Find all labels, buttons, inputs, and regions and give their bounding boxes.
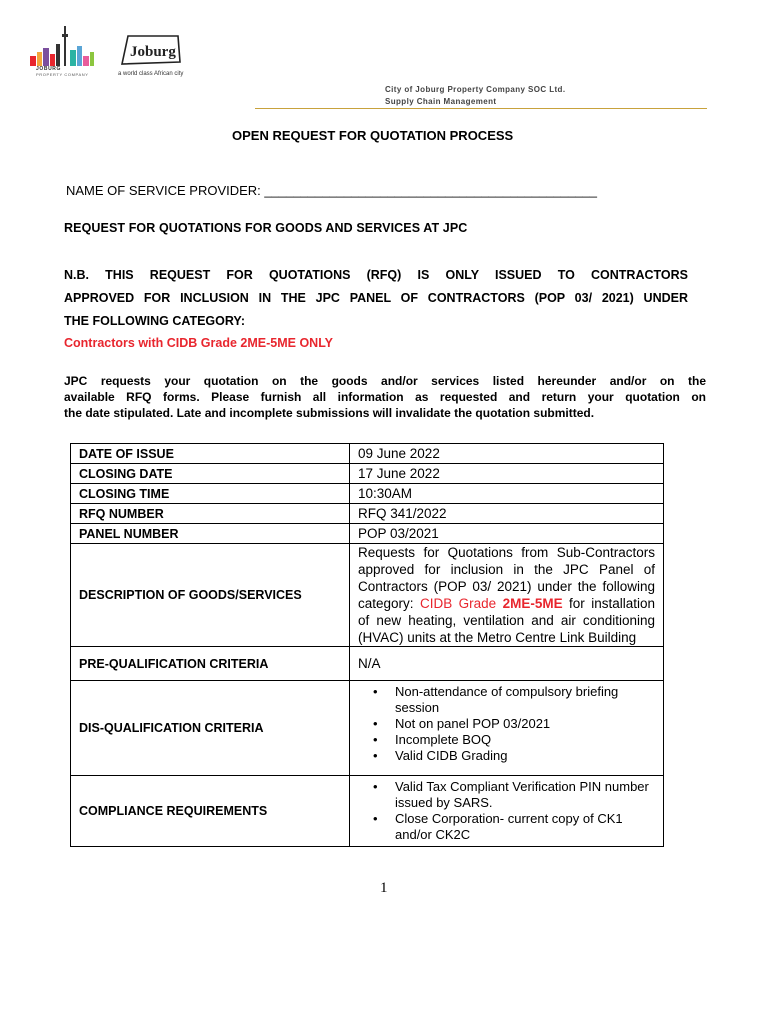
table-row bbox=[71, 681, 664, 776]
table-row bbox=[71, 484, 664, 504]
table-row bbox=[71, 647, 664, 681]
description-label: DESCRIPTION OF GOODS/SERVICES bbox=[71, 544, 350, 647]
compliance-label: COMPLIANCE REQUIREMENTS bbox=[71, 776, 350, 847]
list-item: • Valid CIDB Grading bbox=[395, 748, 663, 764]
nb-line-3: THE FOLLOWING CATEGORY: bbox=[64, 314, 245, 328]
list-item: • Valid Tax Compliant Verification PIN number issued by SARS. bbox=[395, 779, 663, 811]
nb-line-2: APPROVED FOR INCLUSION IN THE JPC PANEL OF CONTRACTORS (POP 03/ 2021) UNDER bbox=[64, 291, 688, 305]
nb-line-1: N.B. THIS REQUEST FOR QUOTATIONS (RFQ) IS ONLY ISSUED TO CONTRACTORS bbox=[64, 268, 688, 282]
jpc-logo-subtext: PROPERTY COMPANY bbox=[36, 72, 89, 77]
page-number: 1 bbox=[380, 880, 388, 896]
intro-line-2: available RFQ forms. Please furnish all information as requested and return your quotation on bbox=[64, 390, 706, 404]
tagline: a world class African city bbox=[118, 71, 184, 77]
description-text-1: Requests for Quotations from Sub-Contractors approved for inclusion in the JPC Panel of Contractors (POP 03/ 2021) under the following category: bbox=[358, 545, 655, 611]
table-row bbox=[71, 444, 664, 464]
page-title: OPEN REQUEST FOR QUOTATION PROCESS bbox=[232, 128, 514, 143]
table-row bbox=[71, 776, 664, 847]
compliance-list bbox=[350, 776, 663, 846]
table-row bbox=[71, 524, 664, 544]
closing-date-label: CLOSING DATE bbox=[71, 464, 350, 484]
date-of-issue-label: DATE OF ISSUE bbox=[71, 444, 350, 464]
disqual-label: DIS-QUALIFICATION CRITERIA bbox=[71, 681, 350, 776]
intro-paragraph bbox=[64, 373, 706, 421]
closing-time-value: 10:30AM bbox=[350, 484, 664, 504]
intro-line-1: JPC requests your quotation on the goods and/or services listed hereunder and/or on the bbox=[64, 374, 706, 388]
intro-line-3: the date stipulated. Late and incomplete submissions will invalidate the quotation submitted. bbox=[64, 406, 595, 420]
rfq-heading: REQUEST FOR QUOTATIONS FOR GOODS AND SERVICES AT JPC bbox=[64, 221, 468, 235]
list-item: • Close Corporation- current copy of CK1 and/or CK2C bbox=[395, 811, 663, 843]
description-cidb-label: CIDB Grade bbox=[419, 596, 503, 611]
description-value bbox=[350, 544, 664, 647]
list-item: • Non-attendance of compulsory briefing session bbox=[395, 684, 663, 716]
rfq-number-label: RFQ NUMBER bbox=[71, 504, 350, 524]
list-item: • Not on panel POP 03/2021 bbox=[395, 716, 663, 732]
panel-number-value: POP 03/2021 bbox=[350, 524, 664, 544]
description-text-2: for installation of new heating, ventilation and air conditioning (HVAC) units at the Metro Centre Link Building bbox=[358, 596, 656, 645]
nb-notice bbox=[64, 264, 688, 333]
service-provider-blank: ______________________________________________ bbox=[264, 183, 598, 198]
joburg-logo-icon bbox=[118, 34, 184, 66]
disqual-value bbox=[350, 681, 664, 776]
closing-date-value: 17 June 2022 bbox=[350, 464, 664, 484]
description-grade: 2ME-5ME bbox=[502, 596, 563, 611]
category-line: Contractors with CIDB Grade 2ME-5ME ONLY bbox=[64, 336, 334, 350]
joburg-logo-text: Joburg bbox=[130, 44, 176, 60]
prequal-label: PRE-QUALIFICATION CRITERIA bbox=[71, 647, 350, 681]
date-of-issue-value: 09 June 2022 bbox=[350, 444, 664, 464]
table-row bbox=[71, 544, 664, 647]
compliance-value bbox=[350, 776, 664, 847]
service-provider-line bbox=[66, 183, 597, 198]
table-row bbox=[71, 504, 664, 524]
list-item: • Incomplete BOQ bbox=[395, 732, 663, 748]
company-name: City of Joburg Property Company SOC Ltd. bbox=[385, 85, 566, 94]
closing-time-label: CLOSING TIME bbox=[71, 484, 350, 504]
header-divider bbox=[255, 108, 707, 109]
table-row bbox=[71, 464, 664, 484]
panel-number-label: PANEL NUMBER bbox=[71, 524, 350, 544]
rfq-number-value: RFQ 341/2022 bbox=[350, 504, 664, 524]
service-provider-label: NAME OF SERVICE PROVIDER: bbox=[66, 183, 265, 198]
department-name: Supply Chain Management bbox=[385, 97, 497, 106]
prequal-value: N/A bbox=[350, 647, 664, 681]
rfq-details-table bbox=[70, 443, 664, 847]
company-header bbox=[385, 84, 565, 108]
jpc-logo-text: JOBURG bbox=[36, 66, 61, 72]
disqual-list bbox=[350, 681, 663, 767]
